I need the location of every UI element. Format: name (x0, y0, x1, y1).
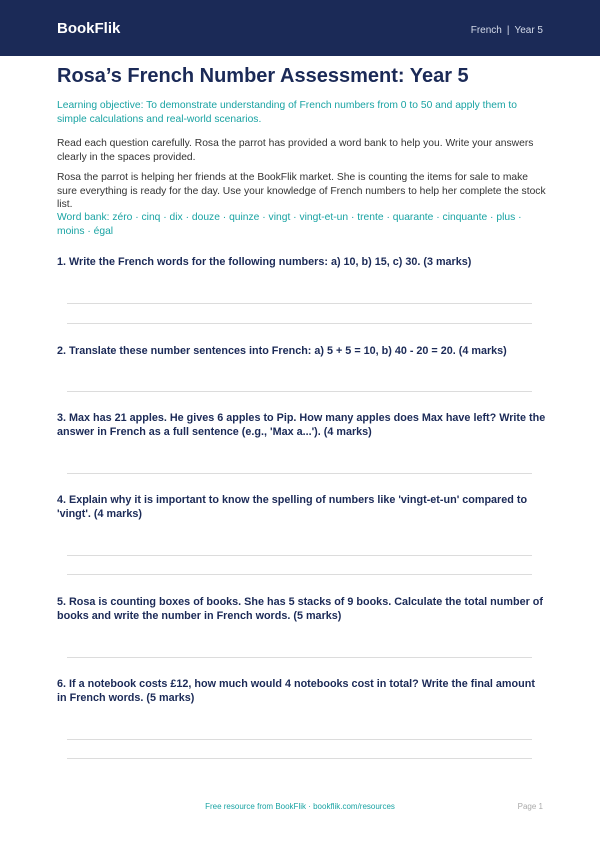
answer-line[interactable] (67, 555, 532, 556)
word-bank: Word bank: zéro · cinq · dix · douze · quinze · vingt · vingt-et-un · trente · quarante · cinquante · plus · moins · égal (57, 212, 522, 237)
answer-line[interactable] (67, 657, 532, 658)
question-5: 5. Rosa is counting boxes of books. She has 5 stacks of 9 books. Calculate the total number of books and write the number in French words. (5 marks) (57, 596, 543, 622)
answer-line[interactable] (67, 473, 532, 474)
page-number: Page 1 (517, 802, 543, 811)
answer-line[interactable] (67, 574, 532, 575)
page-title: Rosa’s French Number Assessment: Year 5 (57, 65, 469, 87)
answer-line[interactable] (67, 739, 532, 740)
answer-line[interactable] (67, 391, 532, 392)
question-3: 3. Max has 21 apples. He gives 6 apples to Pip. How many apples does Max have left? Write the answer in French as a full sentence (e.g., 'Max a...'). (4 marks) (57, 412, 546, 438)
footer-resource-link[interactable]: Free resource from BookFlik · bookflik.com/resources (205, 802, 395, 811)
brand-logo-text: BookFlik (57, 20, 121, 37)
year-label: Year 5 (514, 25, 543, 36)
answer-line[interactable] (67, 303, 532, 304)
answer-line[interactable] (67, 323, 532, 324)
answer-line[interactable] (67, 758, 532, 759)
question-2: 2. Translate these number sentences into French: a) 5 + 5 = 10, b) 40 - 20 = 20. (4 marks) (57, 345, 507, 357)
scenario-paragraph: Rosa the parrot is helping her friends at the BookFlik market. She is counting the items for sale to make sure everything is ready for the day. Use your knowledge of French numbers to help her complete the stock list. (57, 172, 546, 210)
subject-label: French (470, 25, 502, 36)
instructions-paragraph: Read each question carefully. Rosa the parrot has provided a word bank to help you. Write your answers clearly in the spaces provided. (57, 138, 534, 163)
subject-year-label (471, 25, 543, 36)
question-4: 4. Explain why it is important to know the spelling of numbers like 'vingt-et-un' compared to 'vingt'. (4 marks) (57, 494, 528, 520)
learning-objective: Learning objective: To demonstrate understanding of French numbers from 0 to 50 and apply them to simple calculations and real-world scenarios. (57, 100, 518, 125)
question-6: 6. If a notebook costs £12, how much would 4 notebooks cost in total? Write the final amount in French words. (5 marks) (57, 678, 535, 704)
page-header (0, 0, 600, 56)
subject-separator: | (506, 25, 510, 36)
question-1: 1. Write the French words for the following numbers: a) 10, b) 15, c) 30. (3 marks) (57, 256, 472, 268)
